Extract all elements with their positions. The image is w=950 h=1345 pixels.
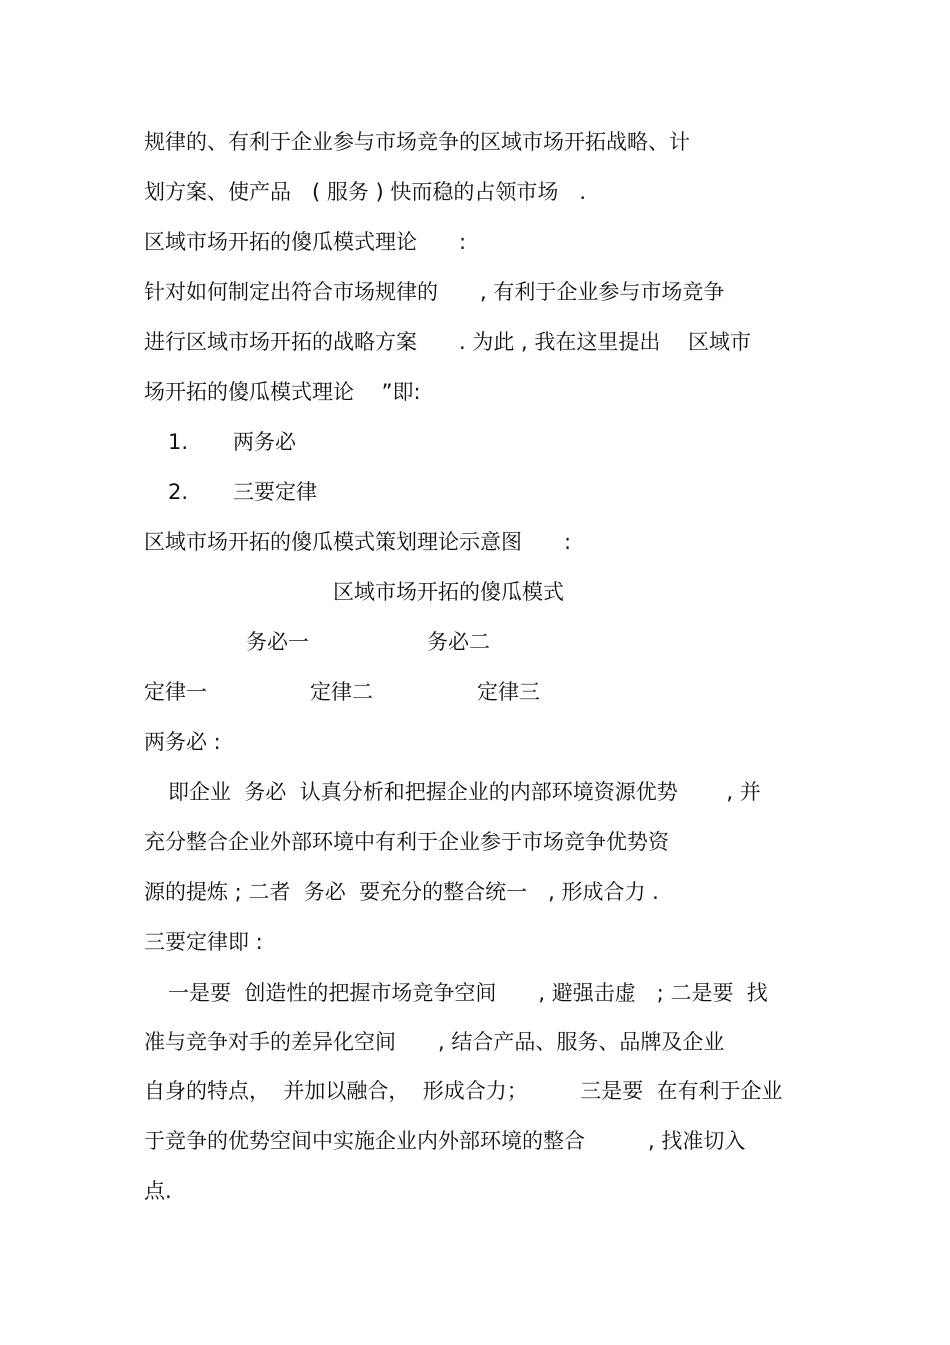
diagram-law-three: 定律三 [477, 680, 540, 704]
two-musts-line1: 即企业 务必 认真分析和把握企业的内部环境资源优势 , 并 [168, 780, 761, 804]
three-laws-line1: 一是要 创造性的把握市场竞争空间 , 避强击虚 ; 二是要 找 [168, 981, 768, 1005]
diagram-must-two: 务必二 [427, 630, 490, 654]
diagram-law-two: 定律二 [310, 680, 373, 704]
list-item-text: 三要定律 [233, 480, 317, 504]
paragraph2-line1: 针对如何制定出符合市场规律的 , 有利于企业参与市场竞争 [144, 280, 725, 304]
two-musts-line3: 源的提炼 ; 二者 务必 要充分的整合统一 , 形成合力 . [144, 880, 659, 904]
diagram-title: 区域市场开拓的傻瓜模式 [333, 580, 564, 604]
three-laws-line4: 于竞争的优势空间中实施企业内外部环境的整合 , 找准切入 [144, 1129, 746, 1153]
diagram-heading: 区域市场开拓的傻瓜模式策划理论示意图 : [144, 530, 572, 554]
list-item-text: 两务必 [233, 430, 296, 454]
three-laws-heading: 三要定律即 : [144, 930, 263, 954]
three-laws-line2: 准与竞争对手的差异化空间 , 结合产品、服务、品牌及企业 [144, 1030, 725, 1054]
two-musts-heading: 两务必 : [144, 730, 221, 754]
list-item-number: 1. [168, 430, 189, 454]
paragraph2-line2: 进行区域市场开拓的战略方案 . 为此 , 我在这里提出 区域市 [144, 330, 752, 354]
three-laws-line5: 点. [144, 1179, 172, 1203]
paragraph1-line1: 规律的、有利于企业参与市场竞争的区域市场开拓战略、计 [144, 130, 690, 154]
three-laws-line3: 自身的特点， 并加以融合， 形成合力； 三是要 在有利于企业 [144, 1079, 783, 1103]
list-item-number: 2. [168, 480, 189, 504]
paragraph2-line3: 场开拓的傻瓜模式理论 ”即: [144, 380, 421, 404]
diagram-law-one: 定律一 [144, 680, 207, 704]
diagram-must-one: 务必一 [246, 630, 309, 654]
theory-heading: 区域市场开拓的傻瓜模式理论 : [144, 230, 467, 254]
two-musts-line2: 充分整合企业外部环境中有利于企业参于市场竞争优势资 [144, 830, 669, 854]
paragraph1-line2: 划方案、使产品 ( 服务 ) 快而稳的占领市场 . [144, 180, 587, 204]
